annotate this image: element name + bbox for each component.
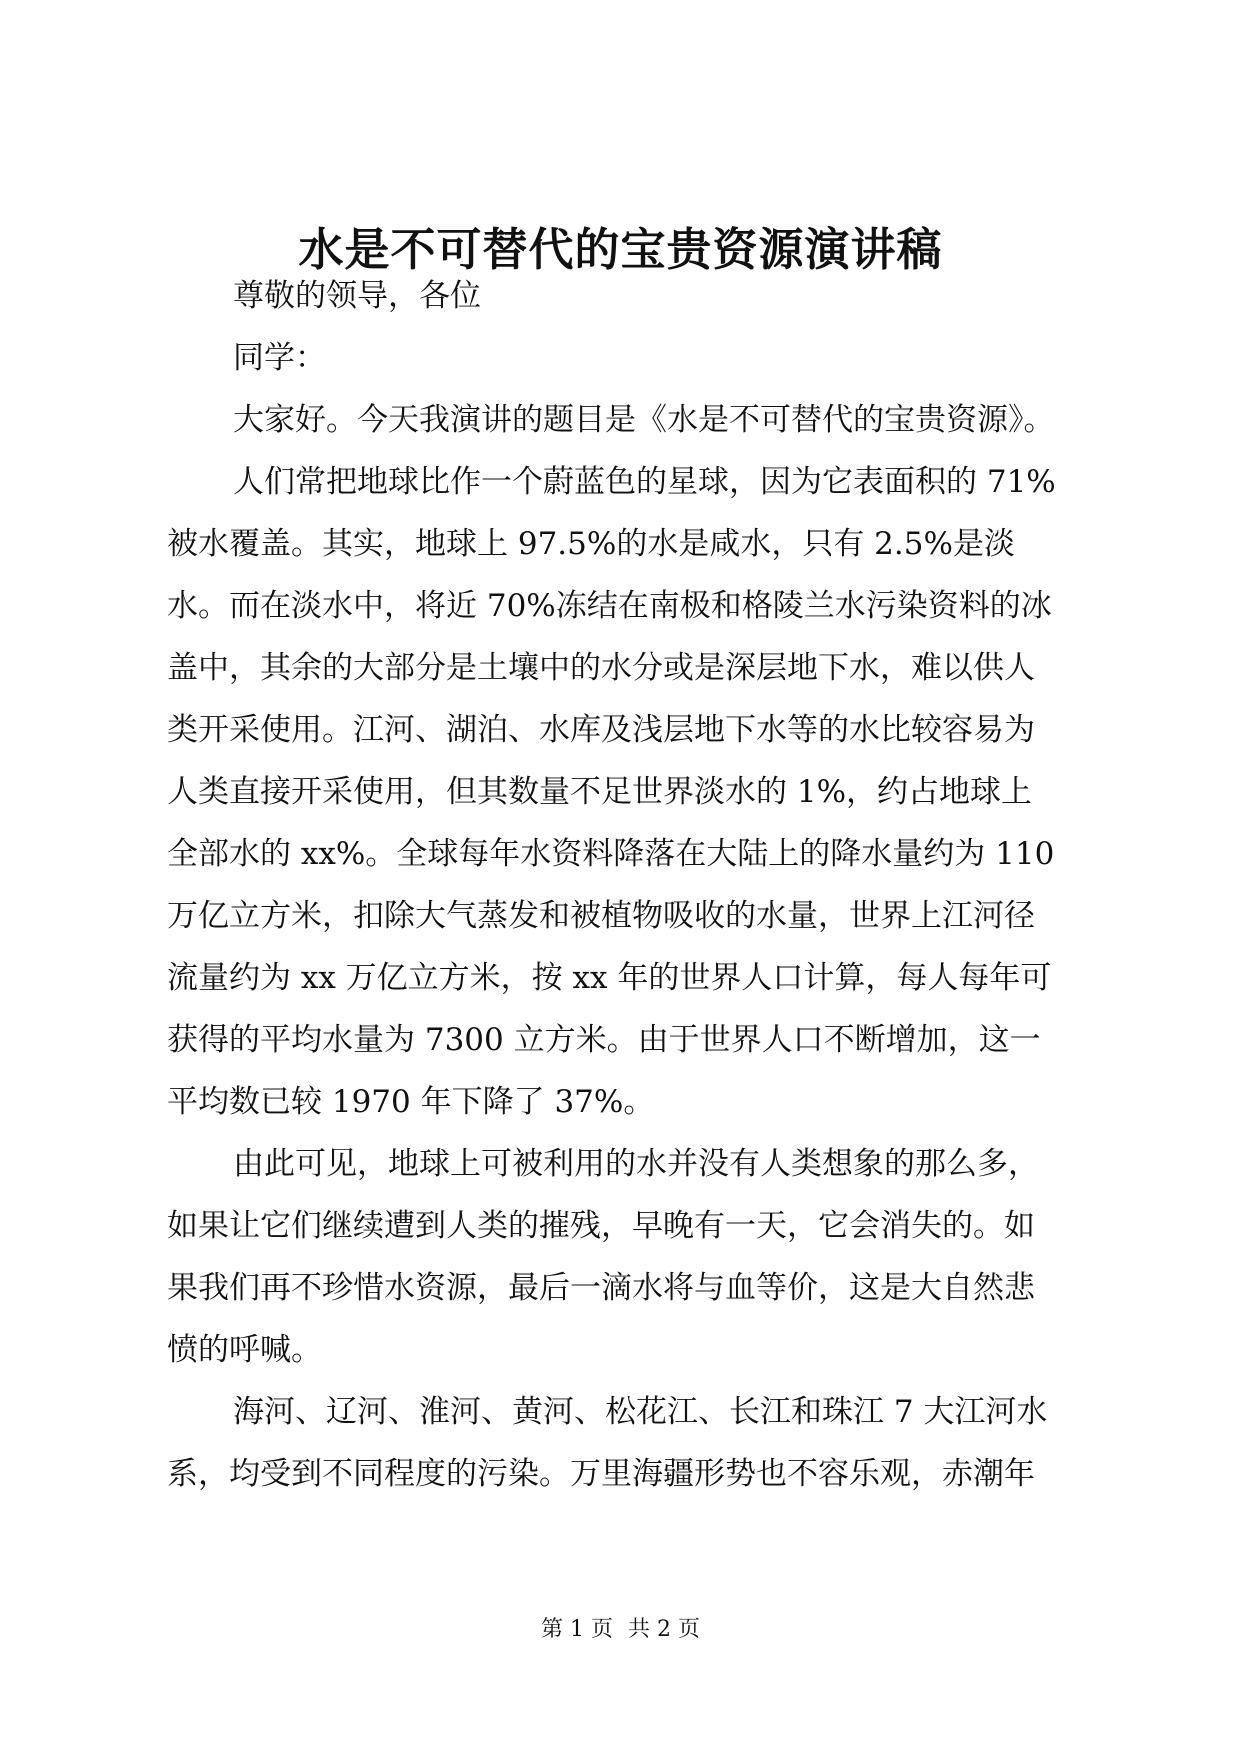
text-line: 系，均受到不同程度的污染。万里海疆形势也不容乐观，赤潮年: [167, 1456, 1035, 1492]
text-line: 由此可见，地球上可被利用的水并没有人类想象的那么多，: [233, 1146, 1039, 1182]
text-line: 尊敬的领导，各位: [233, 278, 481, 314]
page-number: 第 1 页: [541, 1617, 613, 1642]
text-line: 大家好。今天我演讲的题目是《水是不可替代的宝贵资源》。: [233, 402, 1055, 438]
text-line: 果我们再不珍惜水资源，最后一滴水将与血等价，这是大自然悲: [167, 1270, 1035, 1306]
document-body: [167, 265, 1102, 1505]
text-line: 万亿立方米，扣除大气蒸发和被植物吸收的水量，世界上江河径: [167, 898, 1035, 934]
text-line: 同学：: [233, 340, 326, 376]
text-line: 平均数已较 1970 年下降了 37%。: [167, 1084, 655, 1120]
text-line: 流量约为 xx 万亿立方米，按 xx 年的世界人口计算，每人每年可: [167, 960, 1052, 996]
text-line: 盖中，其余的大部分是土壤中的水分或是深层地下水，难以供人: [167, 650, 1035, 686]
text-line: 水。而在淡水中，将近 70%冻结在南极和格陵兰水污染资料的冰: [167, 588, 1052, 624]
text-line: 人类直接开采使用，但其数量不足世界淡水的 1%，约占地球上: [167, 774, 1033, 810]
page-footer: [0, 1615, 1241, 1645]
text-line: 海河、辽河、淮河、黄河、松花江、长江和珠江 7 大江河水: [233, 1394, 1048, 1430]
text-line: 如果让它们继续遭到人类的摧残，早晚有一天，它会消失的。如: [167, 1208, 1035, 1244]
text-line: 人们常把地球比作一个蔚蓝色的星球，因为它表面积的 71%: [233, 464, 1056, 500]
text-line: 愤的呼喊。: [167, 1332, 322, 1368]
text-line: 全部水的 xx%。全球每年水资料降落在大陆上的降水量约为 110: [167, 836, 1055, 872]
document-title: 水是不可替代的宝贵资源演讲稿: [298, 223, 943, 276]
text-line: 类开采使用。江河、湖泊、水库及浅层地下水等的水比较容易为: [167, 712, 1035, 748]
page-total: 共 2 页: [628, 1617, 700, 1642]
text-line: 获得的平均水量为 7300 立方米。由于世界人口不断增加，这一: [167, 1022, 1041, 1058]
text-line: 被水覆盖。其实，地球上 97.5%的水是咸水，只有 2.5%是淡: [167, 526, 1015, 562]
